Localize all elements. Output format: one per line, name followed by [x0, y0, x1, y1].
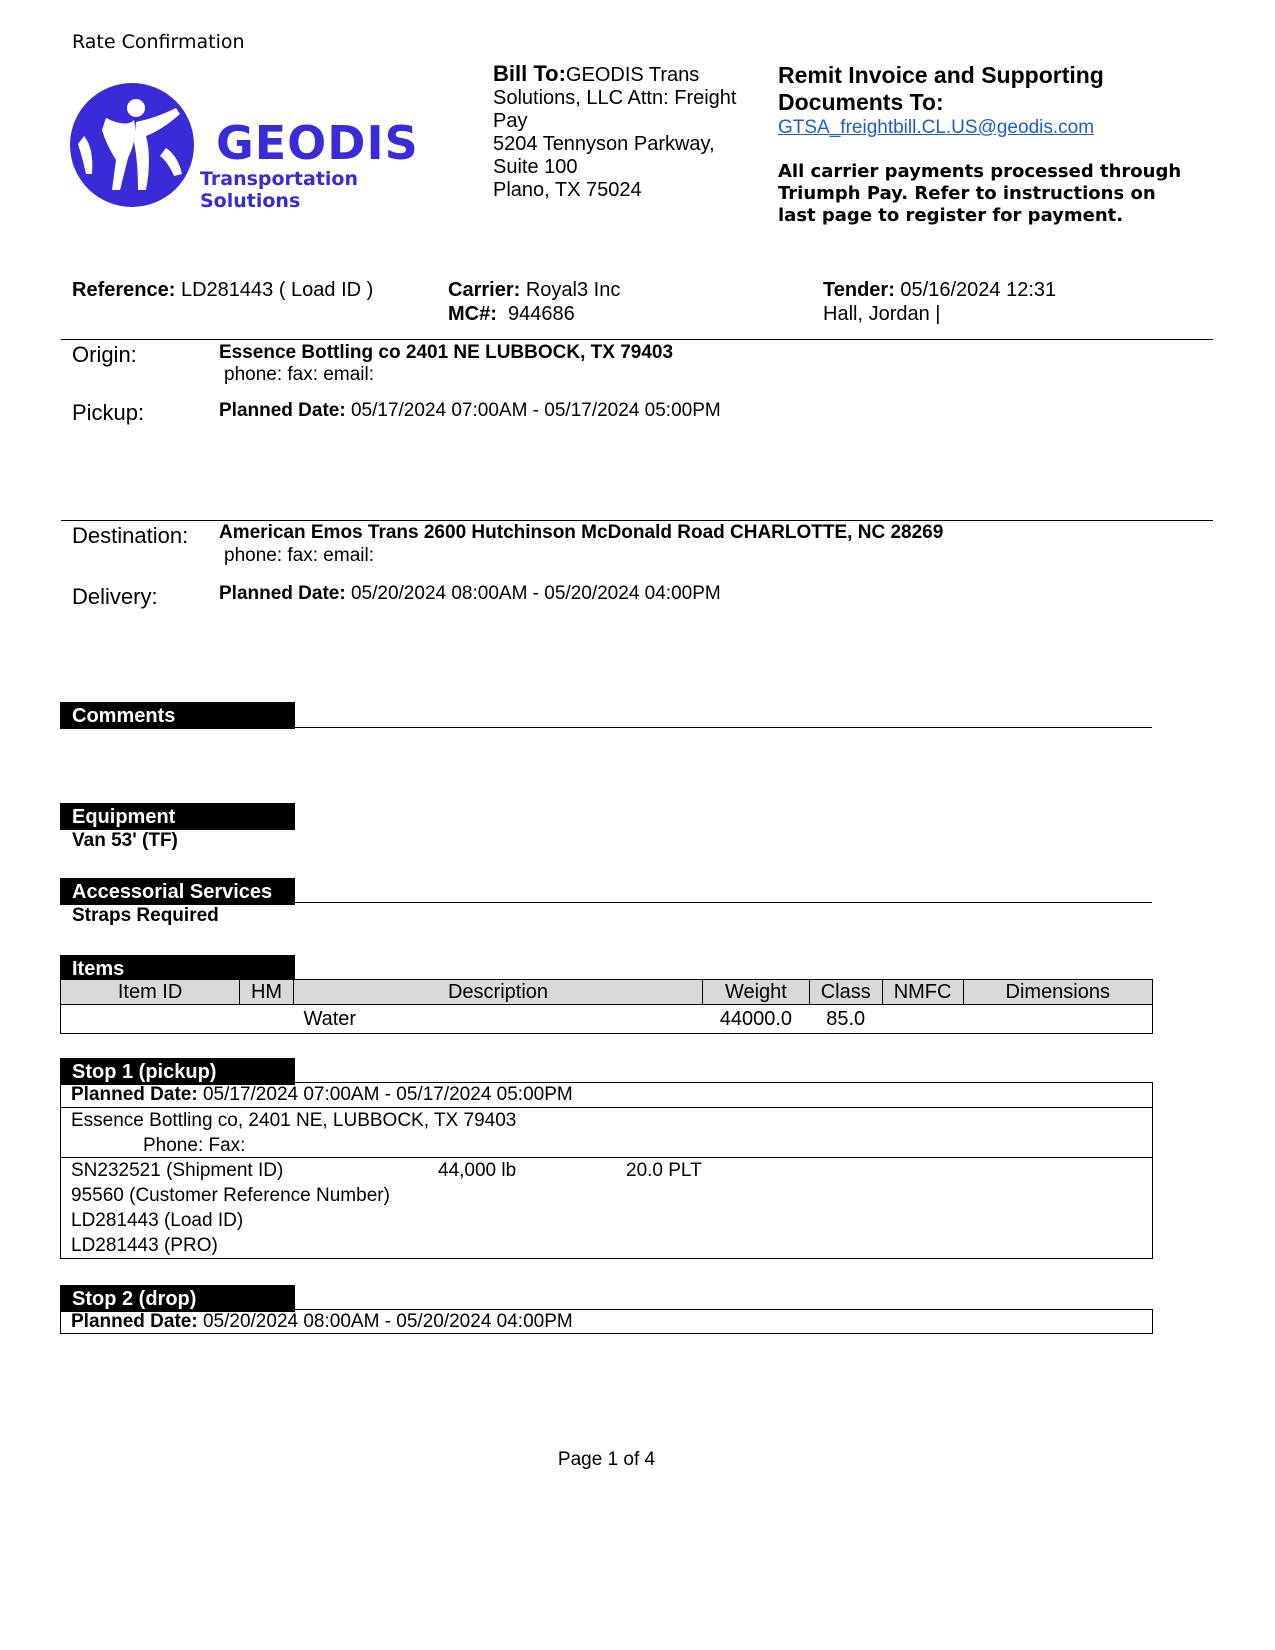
equipment-value: Van 53' (TF) — [72, 830, 178, 851]
document-title: Rate Confirmation — [72, 31, 245, 53]
cell-weight: 44000.0 — [719, 1007, 793, 1030]
tender-label: Tender: — [823, 279, 895, 301]
accessorial-header: Accessorial Services — [60, 878, 295, 905]
remit-note-3: last page to register for payment. — [778, 205, 1124, 226]
cell-class: 85.0 — [826, 1007, 866, 1030]
origin-address: Essence Bottling co 2401 NE LUBBOCK, TX 79403 — [219, 342, 674, 363]
comments-header: Comments — [60, 702, 295, 729]
accessorial-rule — [295, 902, 1152, 903]
stop1-address: Essence Bottling co, 2401 NE, LUBBOCK, TX 79403 — [71, 1110, 517, 1131]
comments-rule — [295, 727, 1152, 728]
divider-destination — [61, 520, 1213, 521]
stop1-box — [60, 1082, 1153, 1259]
stop1-planned-label: Planned Date: — [71, 1084, 198, 1105]
origin-label: Origin: — [72, 342, 137, 367]
stop1-shipment-id: SN232521 (Shipment ID) — [71, 1160, 284, 1181]
stop1-planned-row — [61, 1083, 1152, 1108]
col-weight: Weight — [703, 980, 810, 1005]
tender-field — [823, 278, 1056, 326]
delivery-planned-value: 05/20/2024 08:00AM - 05/20/2024 04:00PM — [350, 583, 721, 604]
logo-tagline: Transportation Solutions — [200, 168, 359, 212]
cell-nmfc — [882, 1005, 963, 1034]
carrier-field — [448, 278, 620, 326]
pickup-planned — [219, 400, 721, 422]
bill-to-label: Bill To: — [493, 61, 566, 86]
logo-wordmark: GEODIS — [216, 116, 419, 170]
stop1-header: Stop 1 (pickup) — [60, 1058, 295, 1085]
remit-note-1: All carrier payments processed through — [778, 161, 1182, 182]
stop1-planned-value: 05/17/2024 07:00AM - 05/17/2024 05:00PM — [202, 1084, 573, 1105]
remit-block — [778, 62, 1218, 227]
cell-hm — [240, 1005, 294, 1034]
page-number: Page 1 of 4 — [557, 1449, 656, 1470]
stop1-ref-2: LD281443 (Load ID) — [71, 1210, 244, 1231]
cell-item-id — [61, 1005, 240, 1034]
destination-address: American Emos Trans 2600 Hutchinson McDonald Road CHARLOTTE, NC 28269 — [219, 522, 944, 543]
geodis-logo — [66, 78, 446, 213]
reference-field — [72, 278, 373, 302]
carrier-label: Carrier: — [448, 279, 521, 301]
col-description: Description — [293, 980, 702, 1005]
pickup-planned-value: 05/17/2024 07:00AM - 05/17/2024 05:00PM — [350, 400, 721, 421]
tender-value: 05/16/2024 12:31 — [900, 279, 1057, 301]
remit-note-2: Triumph Pay. Refer to instructions on — [778, 183, 1156, 204]
col-dimensions: Dimensions — [963, 980, 1152, 1005]
mc-value: 944686 — [508, 303, 575, 325]
items-table — [60, 979, 1153, 1034]
stop2-planned-value: 05/20/2024 08:00AM - 05/20/2024 04:00PM — [202, 1311, 573, 1332]
bill-to-line-3: Pay — [493, 110, 528, 132]
bill-to-line-4: 5204 Tennyson Parkway, — [493, 133, 715, 155]
accessorial-value: Straps Required — [72, 905, 219, 926]
stop1-weight: 44,000 lb — [438, 1160, 517, 1181]
carrier-value: Royal3 Inc — [525, 279, 621, 301]
col-nmfc: NMFC — [882, 980, 963, 1005]
cell-dimensions — [963, 1005, 1152, 1034]
stop2-header: Stop 2 (drop) — [60, 1285, 295, 1312]
stop2-box — [60, 1309, 1153, 1334]
bill-to-line-6: Plano, TX 75024 — [493, 179, 642, 201]
col-hm: HM — [240, 980, 294, 1005]
delivery-planned-label: Planned Date: — [219, 583, 346, 604]
table-row — [61, 1005, 1153, 1034]
bill-to-line-5: Suite 100 — [493, 156, 578, 178]
equipment-header: Equipment — [60, 803, 295, 830]
tender-person: Hall, Jordan | — [823, 303, 941, 325]
stop1-ref-1: 95560 (Customer Reference Number) — [71, 1185, 390, 1206]
pickup-label: Pickup: — [72, 400, 145, 425]
stop2-planned-label: Planned Date: — [71, 1311, 198, 1332]
divider-origin — [61, 339, 1213, 340]
stop1-pallets: 20.0 PLT — [626, 1160, 702, 1181]
bill-to-line-2: Solutions, LLC Attn: Freight — [493, 87, 737, 109]
col-item-id: Item ID — [61, 980, 240, 1005]
destination-contact: phone: fax: email: — [224, 545, 374, 566]
delivery-label: Delivery: — [72, 584, 158, 609]
items-header: Items — [60, 955, 295, 982]
remit-email-link[interactable]: GTSA_freightbill.CL.US@geodis.com — [778, 117, 1095, 138]
stop1-address-row — [61, 1108, 1152, 1158]
geodis-logo-mark-icon — [66, 78, 202, 213]
reference-label: Reference: — [72, 279, 176, 301]
destination-label: Destination: — [72, 523, 189, 548]
origin-contact: phone: fax: email: — [224, 364, 374, 385]
pickup-planned-label: Planned Date: — [219, 400, 346, 421]
remit-title-2: Documents To: — [778, 89, 944, 115]
mc-label: MC#: — [448, 303, 497, 325]
stop1-ref-3: LD281443 (PRO) — [71, 1235, 218, 1256]
cell-description: Water — [303, 1007, 357, 1030]
bill-to-block — [493, 62, 753, 202]
reference-value: LD281443 ( Load ID ) — [180, 279, 374, 301]
delivery-planned — [219, 583, 721, 605]
stop1-contact: Phone: Fax: — [143, 1135, 246, 1156]
col-class: Class — [809, 980, 882, 1005]
bill-to-line-1: GEODIS Trans — [565, 64, 700, 86]
remit-title-1: Remit Invoice and Supporting — [778, 62, 1104, 88]
